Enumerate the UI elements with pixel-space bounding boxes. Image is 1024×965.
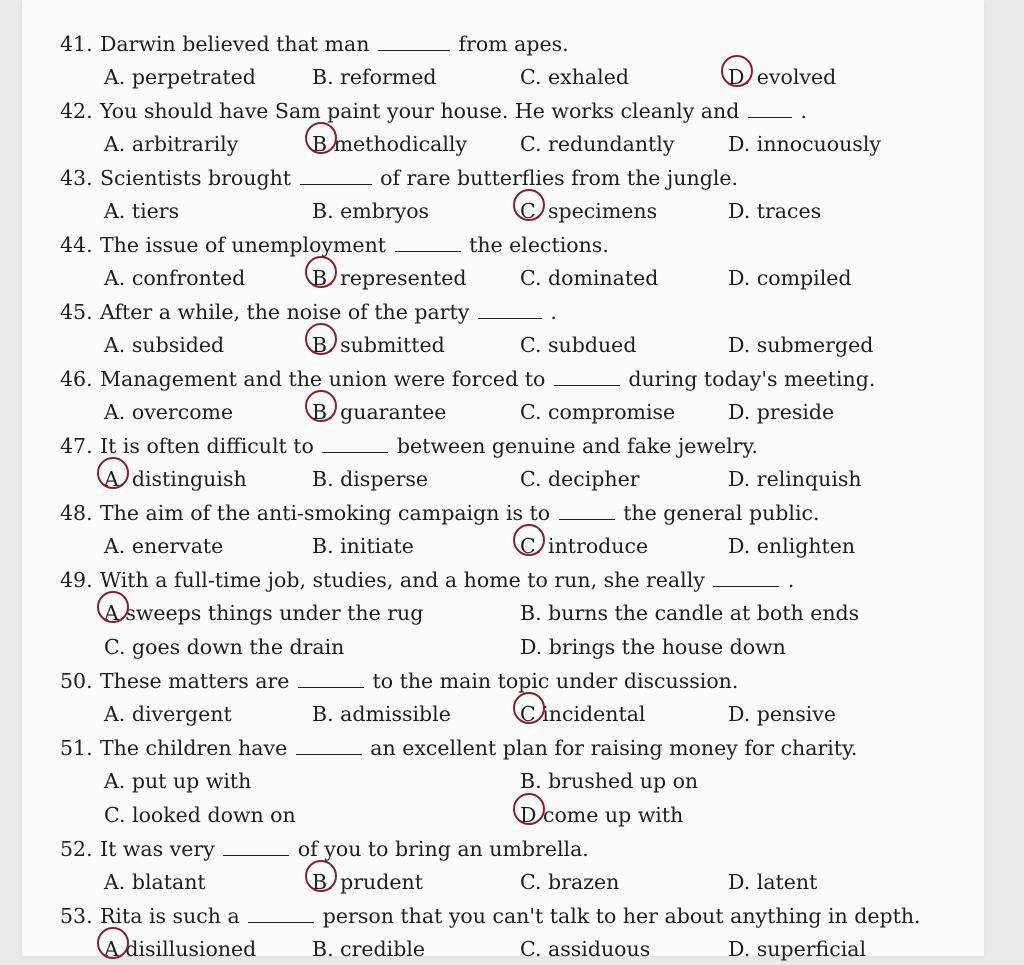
option-letter: C. [520,870,542,894]
question-stem [22,732,984,764]
answer-circle-mark [97,457,129,489]
option-text: specimens [548,199,658,223]
answer-option-selected[interactable] [728,61,836,93]
answer-option[interactable] [728,396,834,428]
option-letter: D. [728,870,751,894]
answer-option[interactable] [312,61,436,93]
stem-part: . [550,300,557,324]
option-letter: D. [728,702,751,726]
option-letter: C. [520,266,542,290]
option-letter: D. [728,61,750,93]
stem-part: The aim of the anti-smoking campaign is to [100,501,551,525]
option-letter: D. [728,132,751,156]
option-letter: A. [104,534,126,558]
option-text: incidental [542,702,646,726]
answer-option[interactable] [728,698,836,730]
stem-part: an excellent plan for raising money for charity. [370,736,858,760]
option-text: represented [340,266,467,290]
option-letter: A. [104,132,126,156]
question-number: 41. [60,32,93,56]
answer-option[interactable] [728,530,855,562]
option-text: submerged [756,333,874,357]
answer-option[interactable] [104,799,296,831]
answer-option[interactable] [312,933,425,965]
option-letter: A. [104,65,126,89]
question-number: 49. [60,568,93,592]
answer-blank [296,743,362,755]
option-letter: D. [728,400,751,424]
option-text: prudent [340,870,423,894]
answer-blank [713,575,779,587]
answer-circle-mark [97,927,129,959]
stem-part: person that you can't talk to her about anything in depth. [322,904,921,928]
option-letter: B. [312,396,334,428]
stem-part: Rita is such a [100,904,240,928]
question-text [100,296,557,328]
answer-option-selected[interactable] [104,597,423,629]
stem-part: of you to bring an umbrella. [297,837,589,861]
stem-part: It is often difficult to [100,434,314,458]
option-text: enlighten [756,534,856,558]
question-text [100,564,794,596]
option-text: distinguish [131,467,247,491]
options-row [22,765,984,797]
option-letter: A. [104,400,126,424]
stem-part: to the main topic under discussion. [372,669,739,693]
answer-blank [478,307,542,319]
option-text: tiers [131,199,180,223]
question-text [100,95,807,127]
question-text [100,900,921,932]
question-stem [22,162,984,194]
option-text: traces [756,199,822,223]
options-row [22,933,984,965]
stem-part: during today's meeting. [628,367,876,391]
question-text [100,28,569,60]
question-text [100,229,609,261]
stem-part: from apes. [458,32,569,56]
answer-circle-mark [305,860,337,892]
option-text: pensive [756,702,837,726]
option-letter: B. [312,199,334,223]
question-number: 47. [60,434,93,458]
option-text: subdued [548,333,637,357]
question-number: 51. [60,736,93,760]
answer-circle-mark [513,692,545,724]
question-text [100,833,589,865]
answer-option[interactable] [728,329,873,361]
option-letter: B. [312,937,334,961]
option-letter: D. [728,199,751,223]
stem-part: Management and the union were forced to [100,367,546,391]
option-text: superficial [756,937,867,961]
option-letter: B. [312,866,334,898]
option-letter: D [520,799,536,831]
option-text: overcome [131,400,234,424]
answer-circle-mark [513,793,545,825]
option-letter: A. [104,769,126,793]
option-letter: C [520,698,536,730]
question-number: 45. [60,300,93,324]
stem-part: . [800,99,807,123]
answer-option[interactable] [520,765,698,797]
option-text: divergent [131,702,232,726]
answer-option[interactable] [104,530,223,562]
option-letter: B. [312,65,334,89]
options-row [22,597,984,629]
option-letter: D. [728,266,751,290]
option-letter: A. [104,463,125,495]
options-row [22,799,984,831]
stem-part: . [787,568,795,592]
answer-option-selected[interactable] [520,799,683,831]
answer-blank [223,844,289,856]
option-text: goes down the drain [132,635,345,659]
answer-option[interactable] [728,128,881,160]
options-row [22,128,984,160]
option-letter: C. [520,467,542,491]
answer-option[interactable] [104,262,245,294]
answer-option[interactable] [728,463,862,495]
option-letter: C. [520,132,542,156]
option-text: put up with [131,769,252,793]
answer-option-selected[interactable] [312,128,467,160]
question-text [100,363,875,395]
stem-part: It was very [100,837,215,861]
worksheet-page [22,0,984,961]
answer-option[interactable] [520,262,658,294]
option-letter: D. [728,937,751,961]
option-letter: A. [104,702,126,726]
answer-option[interactable] [104,698,232,730]
answer-circle-mark [513,524,545,556]
options-row [22,329,984,361]
answer-option[interactable] [104,61,256,93]
answer-option[interactable] [520,396,675,428]
options-row [22,866,984,898]
option-text: innocuously [756,132,881,156]
option-letter: C. [104,635,126,659]
option-letter: A [104,597,119,629]
question-text [100,497,820,529]
answer-option-selected[interactable] [104,933,256,965]
answer-option-selected[interactable] [312,262,466,294]
answer-option[interactable] [520,61,629,93]
option-text: initiate [340,534,414,558]
option-letter: D. [728,467,751,491]
option-letter: A. [104,199,126,223]
question-stem [22,665,984,697]
question-stem [22,833,984,865]
option-letter: A. [104,870,126,894]
option-letter: C. [520,333,542,357]
answer-option[interactable] [728,866,817,898]
answer-option-selected[interactable] [312,329,445,361]
answer-option[interactable] [104,128,238,160]
option-text: introduce [548,534,649,558]
option-text: arbitrarily [131,132,239,156]
option-letter: B. [312,467,334,491]
options-row [22,463,984,495]
answer-option[interactable] [520,597,859,629]
answer-circle-mark [305,256,337,288]
question-stem [22,564,984,596]
option-text: preside [756,400,835,424]
option-letter: C. [520,65,542,89]
stem-part: The children have [100,736,288,760]
option-letter: B. [312,329,334,361]
option-text: blatant [131,870,206,894]
answer-option[interactable] [104,631,344,663]
answer-option[interactable] [520,329,636,361]
option-text: perpetrated [131,65,256,89]
option-text: come up with [542,803,684,827]
stem-part: Darwin believed that man [100,32,370,56]
option-letter: A. [104,266,126,290]
question-text [100,430,758,462]
options-row [22,396,984,428]
question-number: 43. [60,166,93,190]
answer-circle-mark [721,55,753,87]
option-letter: C. [520,937,542,961]
question-stem [22,363,984,395]
question-text [100,732,857,764]
option-text: disperse [340,467,429,491]
answer-option[interactable] [520,463,640,495]
answer-blank [559,508,615,520]
answer-option[interactable] [728,262,852,294]
options-row [22,698,984,730]
question-stem [22,900,984,932]
option-letter: C. [520,400,542,424]
stem-part: between genuine and fake jewelry. [396,434,758,458]
stem-part: Scientists brought [100,166,292,190]
option-letter: A [104,933,119,965]
question-stem [22,430,984,462]
question-number: 44. [60,233,93,257]
answer-option-selected[interactable] [520,195,657,227]
answer-option-selected[interactable] [312,396,446,428]
question-stem [22,95,984,127]
answer-option-selected[interactable] [520,698,646,730]
option-text: brazen [548,870,620,894]
option-letter: C. [520,195,541,227]
options-row [22,530,984,562]
question-number: 52. [60,837,93,861]
option-text: decipher [548,467,640,491]
option-letter: C. [104,803,126,827]
option-letter: B. [520,769,542,793]
answer-option[interactable] [104,396,233,428]
answer-circle-mark [97,591,129,623]
answer-circle-mark [305,323,337,355]
answer-option-selected[interactable] [104,463,247,495]
answer-blank [395,240,461,252]
options-row [22,262,984,294]
question-stem [22,497,984,529]
question-number: 50. [60,669,93,693]
option-text: brings the house down [548,635,786,659]
option-text: reformed [340,65,437,89]
answer-option[interactable] [728,195,821,227]
options-row [22,195,984,227]
option-letter: B. [312,262,334,294]
stem-part: The issue of unemployment [100,233,387,257]
answer-option-selected[interactable] [312,866,423,898]
option-text: latent [756,870,818,894]
question-number: 46. [60,367,93,391]
stem-part: You should have Sam paint your house. He works cleanly and [100,99,740,123]
option-text: guarantee [340,400,447,424]
answer-option[interactable] [104,866,206,898]
answer-option[interactable] [520,866,619,898]
option-text: admissible [340,702,451,726]
answer-circle-mark [513,189,545,221]
answer-circle-mark [305,122,337,154]
answer-option[interactable] [312,530,414,562]
answer-blank [298,676,364,688]
options-row [22,61,984,93]
option-letter: B [312,128,327,160]
option-text: confronted [131,266,246,290]
option-letter: B. [520,601,542,625]
question-stem [22,229,984,261]
question-number: 42. [60,99,93,123]
answer-blank [300,173,372,185]
answer-blank [554,374,620,386]
option-text: sweeps things under the rug [125,601,424,625]
answer-blank [748,106,792,118]
option-letter: B. [312,534,334,558]
question-text [100,162,738,194]
option-text: redundantly [548,132,675,156]
option-text: dominated [548,266,659,290]
option-text: evolved [756,65,837,89]
answer-option[interactable] [728,933,866,965]
stem-part: With a full-time job, studies, and a home to run, she really [100,568,705,592]
answer-circle-mark [305,390,337,422]
option-text: burns the candle at both ends [548,601,860,625]
answer-option-selected[interactable] [520,530,648,562]
stem-part: of rare butterflies from the jungle. [380,166,739,190]
option-text: methodically [333,132,468,156]
question-number: 53. [60,904,93,928]
option-text: subsided [131,333,225,357]
answer-option[interactable] [520,631,786,663]
question-stem [22,28,984,60]
option-letter: D. [728,534,751,558]
question-stem [22,296,984,328]
stem-part: These matters are [100,669,290,693]
option-text: exhaled [548,65,629,89]
stem-part: the elections. [469,233,609,257]
answer-option[interactable] [312,698,451,730]
option-text: disillusioned [125,937,257,961]
answer-option[interactable] [104,329,224,361]
answer-option[interactable] [312,195,429,227]
stem-part: After a while, the noise of the party [100,300,470,324]
option-letter: D. [520,635,543,659]
answer-option[interactable] [312,463,428,495]
option-text: assiduous [548,937,651,961]
option-text: embryos [340,199,430,223]
answer-option[interactable] [520,128,674,160]
answer-option[interactable] [104,765,251,797]
option-text: compromise [548,400,676,424]
option-text: submitted [340,333,445,357]
options-row [22,631,984,663]
question-text [100,665,738,697]
option-text: credible [340,937,426,961]
question-number: 48. [60,501,93,525]
answer-blank [322,441,388,453]
answer-option[interactable] [104,195,179,227]
option-text: relinquish [756,467,862,491]
option-text: looked down on [132,803,296,827]
option-letter: C. [520,530,541,562]
option-text: compiled [756,266,852,290]
option-letter: A. [104,333,126,357]
option-letter: D. [728,333,751,357]
option-text: enervate [131,534,224,558]
option-text: brushed up on [548,769,699,793]
option-letter: B. [312,702,334,726]
answer-blank [378,39,450,51]
answer-blank [248,911,314,923]
answer-option[interactable] [520,933,650,965]
stem-part: the general public. [623,501,820,525]
